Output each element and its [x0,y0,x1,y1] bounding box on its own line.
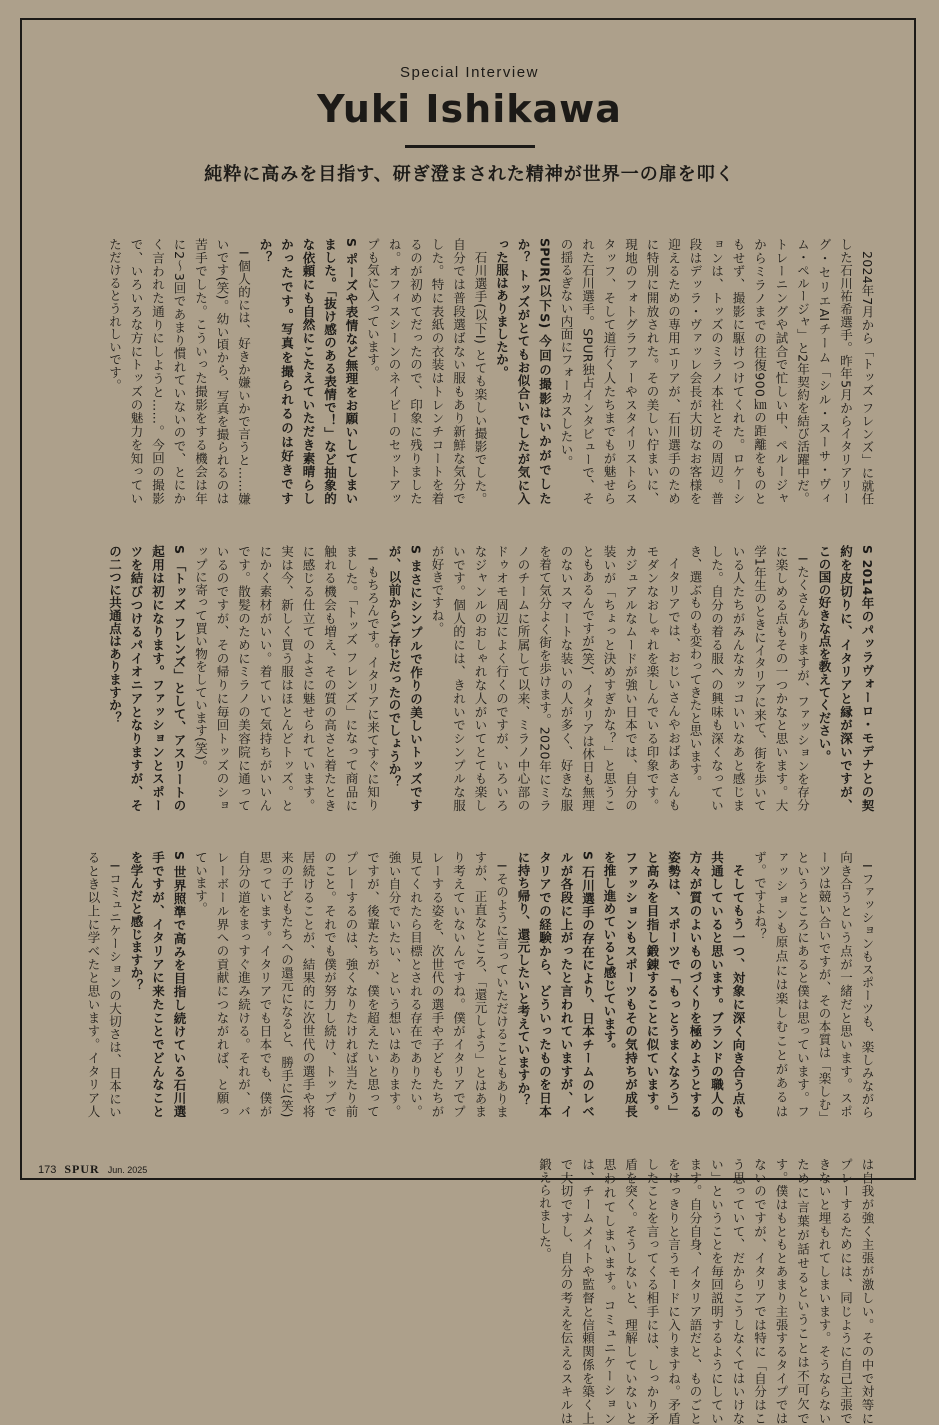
page-footer [32,1162,153,1177]
answer-paragraph: I 個人的には、好きか嫌いかで言うと……嫌いです(笑)。幼い頃から、写真を撮られるのは苦手でした。こういった撮影をする機会は年に2〜3回であまり慣れていないので、とにかく言われた通りにしようと……。今回の撮影で、いろいろな方にトッズの魅力を知っていただけるとうれしいです。 [107,238,252,505]
issue-date: Jun. 2025 [107,1165,148,1175]
answer-paragraph: I そのように言っていただけることもありますが、正直なところ、「還元しよう」とはあまり考えていないんですね。僕がイタリアでプレーする姿を、次世代の選手や子どもたちが見てくれたら目標とされる存在でありたい。強い自分でいたい、という想いはあります。ですが、後輩たちが、僕を超えたいと思ってプレーするのは、強くなりたければ当たり前のこと。それでも僕が努力し続け、トップで居続けることが、結果的に次世代の選手や将来の子どもたちへの還元になると、勝手に(笑)思っています。イタリアでも日本でも、僕が自分の道をまっすぐ進み続ける。それが、バレーボール界への貢献につながれば、と願っています。 [193,851,510,1118]
question-paragraph: S 世界照準で高みを目指し続けている石川選手ですが、イタリアに来たことでどんなことを学んだと感じますか？ [129,851,187,1118]
answer-paragraph: I もちろんです。イタリアに来てすぐに知りました。「トッズ フレンズ」になって商品に触れる機会も増え、その質の高さと着たときに感じる仕立てのよさに魅せられています。実は今、新しく買う服はほとんどトッズ。とにかく素材がいい。着ていて気持ちがいいんです。散髪のためにミラノの美容院に通っているのですが、その帰りに毎回トッズのショップに寄って買い物をしています(笑)。 [193,544,381,812]
article-header [0,64,939,148]
answer-paragraph: そしてもう一つ、対象に深く向き合う点も共通していると思います。ブランドの職人の方々が質のよいものづくりを極めようとする姿勢は、スポーツで「もっとうまくなろう」と高みを目指し鍛錬することに似ています。ファッションもスポーツもその気持ちが成長を推し進めていると感じています。 [602,851,746,1118]
page-number: 173 [38,1164,57,1176]
magazine-name: SPUR [64,1162,100,1176]
article-title: Yuki Ishikawa [317,87,622,131]
article-subtitle: 純粋に高みを目指す、研ぎ澄まされた精神が世界一の扉を叩く [204,164,735,185]
question-paragraph: S ポーズや表情など無理をお願いしてしまいました。「抜け感のある表情で！」など抽象的な依頼にも自然にこたえていただき素晴らしかったです。写真を撮られるのは好きですか？ [258,238,359,505]
answer-paragraph: I コミュニケーションの大切さは、日本にいるとき以上に学べたと思います。イタリア人は自我が強く主張が激しい。その中で対等にプレーするためには、同じように自己主張できないと埋もれてしまいます。そうならないために言葉が話せるということは不可欠です。僕はもともとあまり主張するタイプではないのですが、イタリアでは特に「自分はこう思っていて、だからこうしなくてはいけない」ということを毎回説明するようにしています。自分自身、イタリア語だと、ものごとをはっきりと言うモードに入りますね。矛盾したことを言ってくる相手には、しっかり矛盾を突く。そうしないと、理解していないと思われてしまいます。コミュニケーションは、チームメイトや監督と信頼関係を築く上で大切ですし、自分の考えを伝えるスキルは鍛えられました。 [86,851,875,1425]
title-rule [405,145,535,148]
answer-paragraph: I ファッションもスポーツも、楽しみながら向き合うという点が一緒だと思います。スポーツは競い合いですが、その本質は「楽しむ」というところにあると僕は思っています。ファッションも原点には楽しむことがあるはず。ですよね？ [752,851,875,1118]
lead-paragraph: 2024年7月から「トッズ フレンズ」に就任した石川祐希選手。昨年5月からイタリアリーグ・セリエAIチーム「シル・スーサ・ヴィム・ペルージャ」と2年契約を結び活躍中だ。トレーニングや試合で忙しい中、ペルージャからミラノまでの往復900㎞の距離をものともせず、撮影に駆けつけてくれた。ロケーションは、トッズのミラノ本社とその周辺。普段はデッラ・ヴァッレ会長が大切なお客様を迎えるための専用エリアが、石川選手のために特別に開放された。その美しい佇まいに、現地のフォトグラファーやスタイリストらスタッフ、そして道行く人たちまでもが魅せられた石川選手。SPUR独占インタビューで、その揺るぎない内面にフォーカスしたい。 [559,238,875,505]
question-paragraph: S 「トッズ フレンズ」として、アスリートの起用は初になります。ファッションとスポーツを結びつけるパイオニアとなりますが、その二つに共通点はありますか？ [107,544,187,812]
answer-paragraph: I たくさんありますが、ファッションを存分に楽しめる点もその一つかなと思います。大学1年生のときにイタリアに来て、街を歩いている人たちがみんなカッコいいなあと感じました。自分の着る服への興味も深くなっていき、選ぶものも変わってきたと思います。 [688,544,811,812]
answer-paragraph: イタリアでは、おじいさんやおばあさんもモダンなおしゃれを楽しんでいる印象です。カジュアルなムードが強い日本では、自分の装いが「ちょっと決めすぎかな？」と思うこともあるんですが(笑)、イタリアは休日も無理のないスマートな装いの人が多く、好きな服を着て気分よく街を歩けます。2020年にミラノのチームに所属して以来、ミラノ中心部のドゥオモ周辺によく行くのですが、いろいろなジャンルのおしゃれな人がいてとても楽しいです。個人的には、きれいでシンプルな服が好きですね。 [430,544,682,812]
question-paragraph: S 石川選手の存在により、日本チームのレベルが各段に上がったと言われていますが、イタリアでの経験から、どういったものを日本に持ち帰り、還元したいと考えていますか？ [516,851,596,1118]
question-paragraph: S 2014年のパッラヴォーロ・モデナとの契約を皮切りに、イタリアと縁が深いですが、この国の好きな点を教えてください。 [817,544,875,812]
kicker-text: Special Interview [400,64,539,81]
question-paragraph: SPUR(以下S) 今回の撮影はいかがでしたか？ トッズがとてもお似合いでしたが気に入った服はありましたか。 [494,238,553,505]
question-paragraph: S まさにシンプルで作りの美しいトッズですが、以前からご存じだったのでしょうか？ [387,544,424,812]
answer-paragraph: 石川選手(以下I) とても楽しい撮影でした。自分では普段選ばない服もあり新鮮な気分でした。特に表紙の衣装はトレンチコートを着るのが初めてだったので、印象に残りましたね。オフィスシーンのネイビーのセットアップも気に入っています。 [365,238,488,505]
